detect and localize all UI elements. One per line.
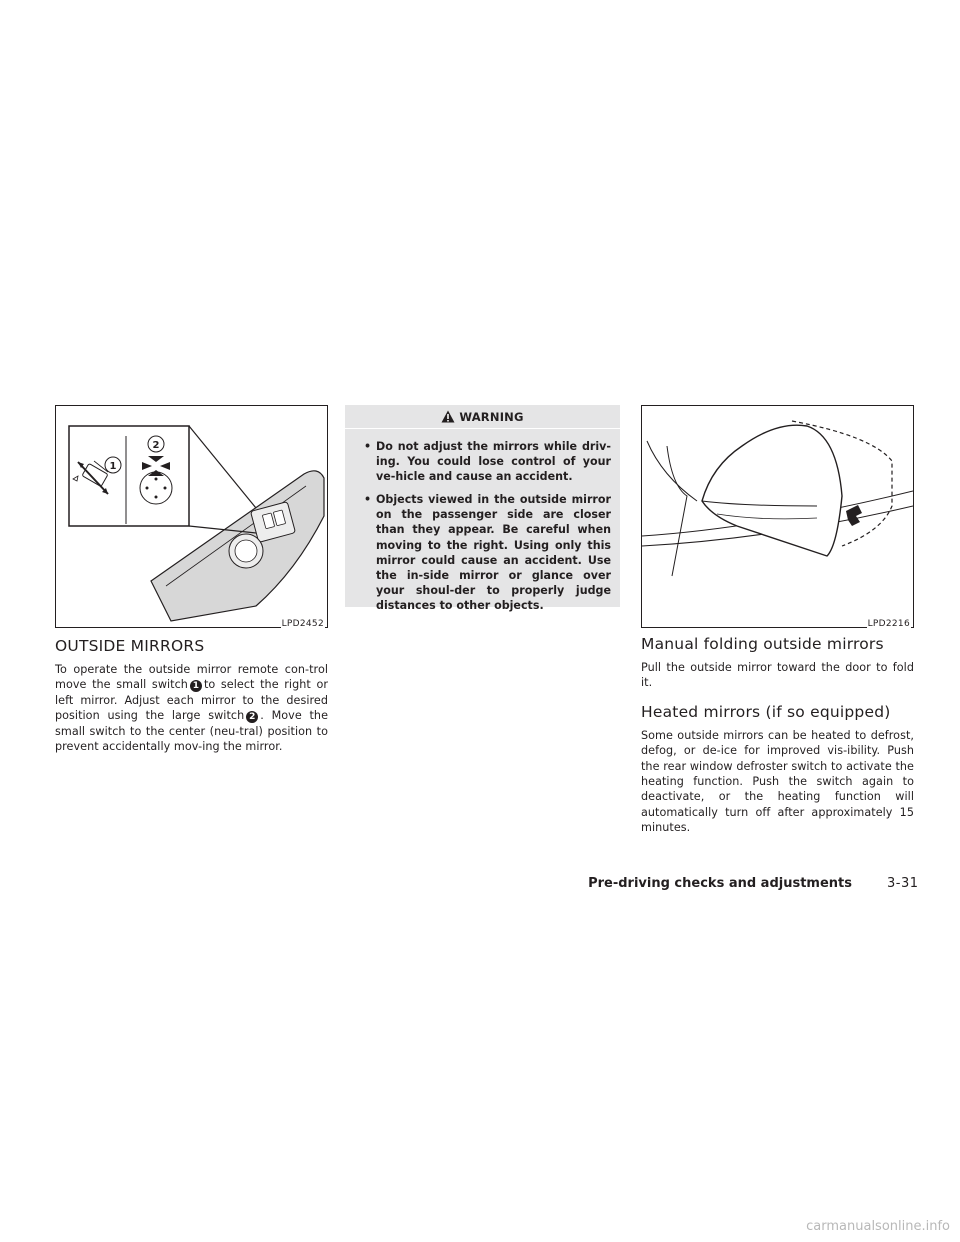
warning-title: WARNING bbox=[345, 405, 620, 429]
body-text-3: . Move the small switch to the center (neu-tral) position to prevent accidentally mov-ing the mirror. bbox=[55, 709, 329, 754]
section-body: Pull the outside mirror toward the door to fold it. bbox=[641, 661, 914, 690]
folding-mirror-figure bbox=[641, 405, 914, 628]
section-heading: Heated mirrors (if so equipped) bbox=[641, 702, 891, 721]
callout-2: 2 bbox=[152, 440, 160, 451]
folding-mirror-illustration bbox=[642, 406, 913, 627]
outside-mirrors-section bbox=[55, 637, 328, 754]
manual-folding-section bbox=[641, 635, 914, 836]
page-number: 3-31 bbox=[887, 876, 919, 891]
body-text-2: to select the right or left mirror. Adjust each mirror to the desired position using the large switch bbox=[55, 678, 328, 723]
callout-1: 1 bbox=[109, 461, 117, 472]
page-footer bbox=[0, 876, 960, 896]
figure-code: LPD2452 bbox=[281, 619, 324, 629]
footer-section-title: Pre-driving checks and adjustments bbox=[588, 876, 852, 891]
warning-item: • Do not adjust the mirrors while driv-ing. You could lose control of your ve-hicle and cause an accident. bbox=[364, 440, 611, 484]
switch-2-marker: 2 bbox=[246, 711, 258, 723]
watermark: carmanualsonline.info bbox=[806, 1219, 950, 1234]
warning-box bbox=[345, 405, 620, 612]
section-heading: Manual folding outside mirrors bbox=[641, 635, 884, 653]
section-heading: OUTSIDE MIRRORS bbox=[55, 637, 205, 655]
figure-code: LPD2216 bbox=[867, 619, 910, 629]
mirror-switch-figure bbox=[55, 405, 328, 628]
warning-icon bbox=[441, 410, 455, 423]
mirror-switch-illustration bbox=[56, 406, 327, 627]
switch-1-marker: 1 bbox=[190, 680, 202, 692]
warning-item: • Objects viewed in the outside mirror on the passenger side are closer than they appear. Be careful when moving to the right. Using only this mirror could cause an accident. Use the in-side mirror or glance over your shoul-der to properly judge distances to other objects. bbox=[364, 493, 611, 612]
section-body: Some outside mirrors can be heated to defrost, defog, or de-ice for improved vis-ibility. Push the rear window defroster switch to activate the heating function. Push the switch again to deactivate, or the heating function will automatically turn off after approximately 15 minutes. bbox=[641, 728, 914, 835]
body-text-1: To operate the outside mirror remote con-trol move the small switch bbox=[55, 663, 328, 692]
warning-list bbox=[345, 429, 620, 613]
section-body bbox=[55, 662, 328, 754]
